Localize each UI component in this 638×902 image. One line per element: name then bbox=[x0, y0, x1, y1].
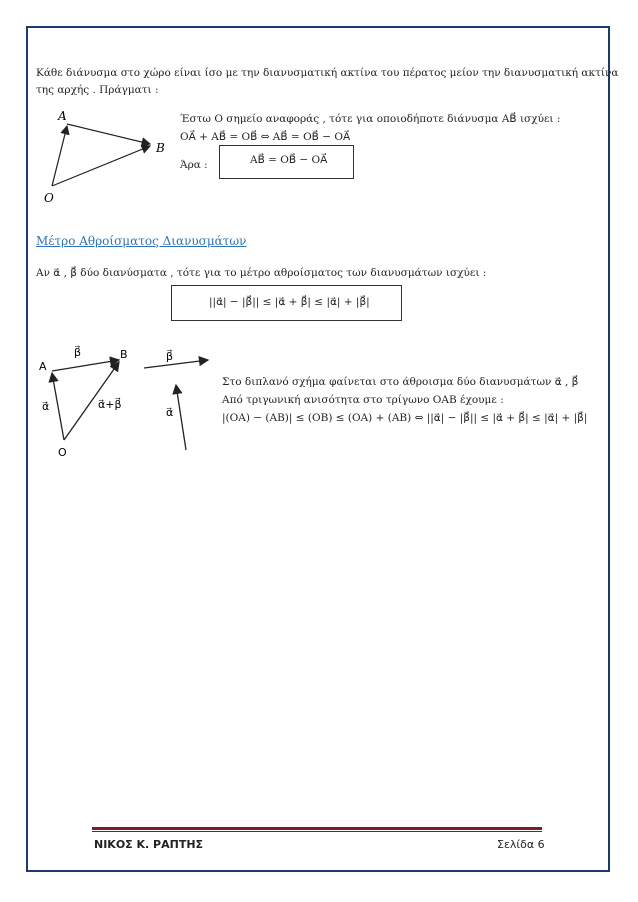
explanation-line-3: |(OA) − (AB)| ≤ (OB) ≤ (OA) + (AB) ⇔ ||α⃗| − |β⃗|| ≤ |α⃗ + β⃗| ≤ |α⃗| + |β⃗| bbox=[222, 412, 588, 424]
label-o: O bbox=[58, 446, 67, 459]
inequality-box bbox=[171, 285, 402, 321]
footer-author: ΝΙΚΟΣ Κ. ΡΑΠΤΗΣ bbox=[94, 838, 204, 851]
vector-ob bbox=[52, 146, 150, 186]
intro-line-1: Κάθε διάνυσμα στο χώρο είναι ίσο με την διανυσματική ακτίνα του πέρατος μείον την διανυσματική ακτίνα bbox=[36, 67, 619, 79]
footer-rule-thick bbox=[92, 827, 542, 830]
footer-page-number: Σελίδα 6 bbox=[497, 838, 545, 851]
explanation-line-2: Από τριγωνική ανισότητα στο τρίγωνο OAB έχουμε : bbox=[222, 394, 504, 406]
ara-label: Άρα : bbox=[180, 159, 208, 171]
label-b: B bbox=[120, 348, 128, 361]
label-a: A bbox=[39, 360, 47, 373]
free-label-beta: β⃗ bbox=[166, 350, 174, 363]
footer-rule-thin bbox=[92, 831, 542, 832]
label-alpha: α⃗ bbox=[42, 400, 50, 413]
result-formula: AB⃗ = OB⃗ − OA⃗ bbox=[250, 154, 328, 166]
label-o: O bbox=[44, 191, 54, 205]
label-sum: α⃗+β⃗ bbox=[98, 398, 122, 411]
diagram-oab bbox=[40, 108, 170, 208]
vector-beta bbox=[52, 360, 119, 371]
label-b: B bbox=[156, 141, 165, 155]
free-vector-beta bbox=[144, 360, 208, 368]
explanation-line-1: Στο διπλανό σχήμα φαίνεται στο άθροισμα δύο διανυσμάτων α⃗ , β⃗ bbox=[222, 376, 579, 388]
proof-line-2: OA⃗ + AB⃗ = OB⃗ ⇔ AB⃗ = OB⃗ − OA⃗ bbox=[180, 131, 351, 143]
label-beta: β⃗ bbox=[74, 346, 82, 359]
inequality-formula: ||α⃗| − |β⃗|| ≤ |α⃗ + β⃗| ≤ |α⃗| + |β⃗| bbox=[209, 296, 370, 308]
proof-line-1: Έστω Ο σημείο αναφοράς , τότε για οποιοδήποτε διάνυσμα AB⃗ ισχύει : bbox=[180, 113, 561, 125]
vector-oa bbox=[52, 126, 67, 186]
result-box bbox=[219, 145, 354, 179]
section-heading: Μέτρο Αθροίσματος Διανυσμάτων bbox=[36, 234, 247, 248]
vector-ab bbox=[67, 124, 150, 144]
free-label-alpha: α⃗ bbox=[166, 406, 174, 419]
section-intro: Αν α⃗ , β⃗ δύο διανύσματα , τότε για το μέτρο αθροίσματος των διανυσμάτων ισχύει : bbox=[36, 267, 487, 279]
free-vector-alpha bbox=[176, 385, 186, 450]
vector-alpha bbox=[52, 373, 64, 440]
label-a: A bbox=[58, 109, 67, 123]
diagram-vector-sum bbox=[36, 340, 226, 460]
intro-line-2: της αρχής . Πράγματι : bbox=[36, 84, 159, 96]
